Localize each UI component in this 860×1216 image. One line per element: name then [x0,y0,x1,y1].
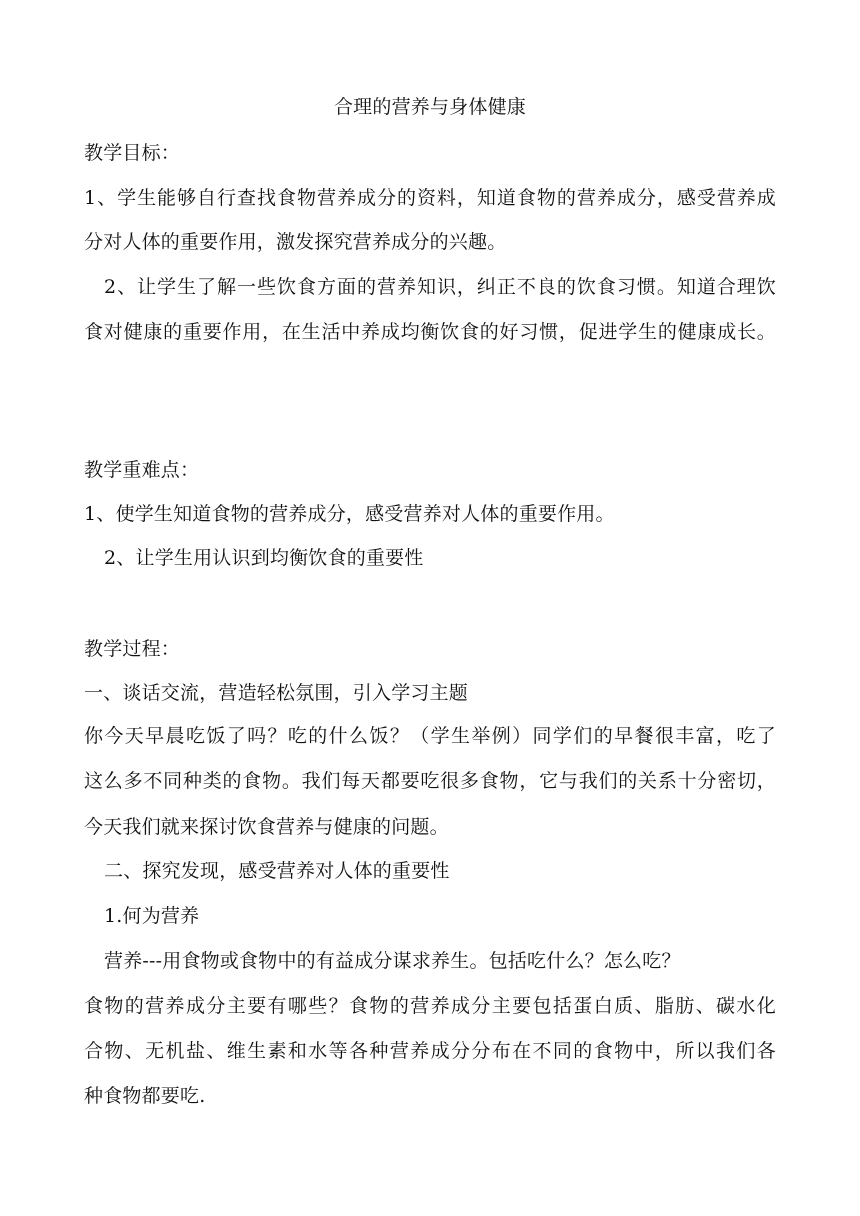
key-points-heading: 教学重难点： [84,459,200,481]
process-section-1-line-2: 这么多不同种类的食物。我们每天都要吃很多食物，它与我们的关系十分密切， [84,770,776,792]
process-section-1-line-3: 今天我们就来探讨饮食营养与健康的问题。 [84,816,449,838]
document-title: 合理的营养与身体健康 [333,96,526,118]
process-heading: 教学过程： [84,638,181,660]
goal-item-2-line-1: 2、让学生了解一些饮食方面的营养知识，纠正不良的饮食习惯。知道合理饮 [104,276,776,298]
goals-heading: 教学目标： [84,142,181,164]
key-point-item-1: 1、使学生知道食物的营养成分，感受营养对人体的重要作用。 [84,503,615,525]
process-section-1-line-1: 你今天早晨吃饭了吗？吃的什么饭？（学生举例）同学们的早餐很丰富，吃了 [84,725,776,747]
process-section-1-title: 一、谈话交流，营造轻松氛围，引入学习主题 [84,682,469,704]
nutrition-components-line-3: 种食物都要吃. [84,1085,206,1107]
goal-item-1-line-2: 分对人体的重要作用，激发探究营养成分的兴趣。 [84,231,507,253]
goal-item-1-line-1: 1、学生能够自行查找食物营养成分的资料，知道食物的营养成分，感受营养成 [84,187,776,209]
process-section-2-title: 二、探究发现，感受营养对人体的重要性 [104,860,450,882]
nutrition-components-line-2: 合物、无机盐、维生素和水等各种营养成分分布在不同的食物中，所以我们各 [84,1040,776,1062]
nutrition-definition: 营养---用食物或食物中的有益成分谋求养生。包括吃什么？怎么吃？ [104,950,681,972]
key-point-item-2: 2、让学生用认识到均衡饮食的重要性 [104,547,424,569]
subsection-1-title: 1.何为营养 [104,905,200,927]
goal-item-2-line-2: 食对健康的重要作用，在生活中养成均衡饮食的好习惯，促进学生的健康成长。 [84,321,776,343]
nutrition-components-line-1: 食物的营养成分主要有哪些？食物的营养成分主要包括蛋白质、脂肪、碳水化 [84,995,776,1017]
